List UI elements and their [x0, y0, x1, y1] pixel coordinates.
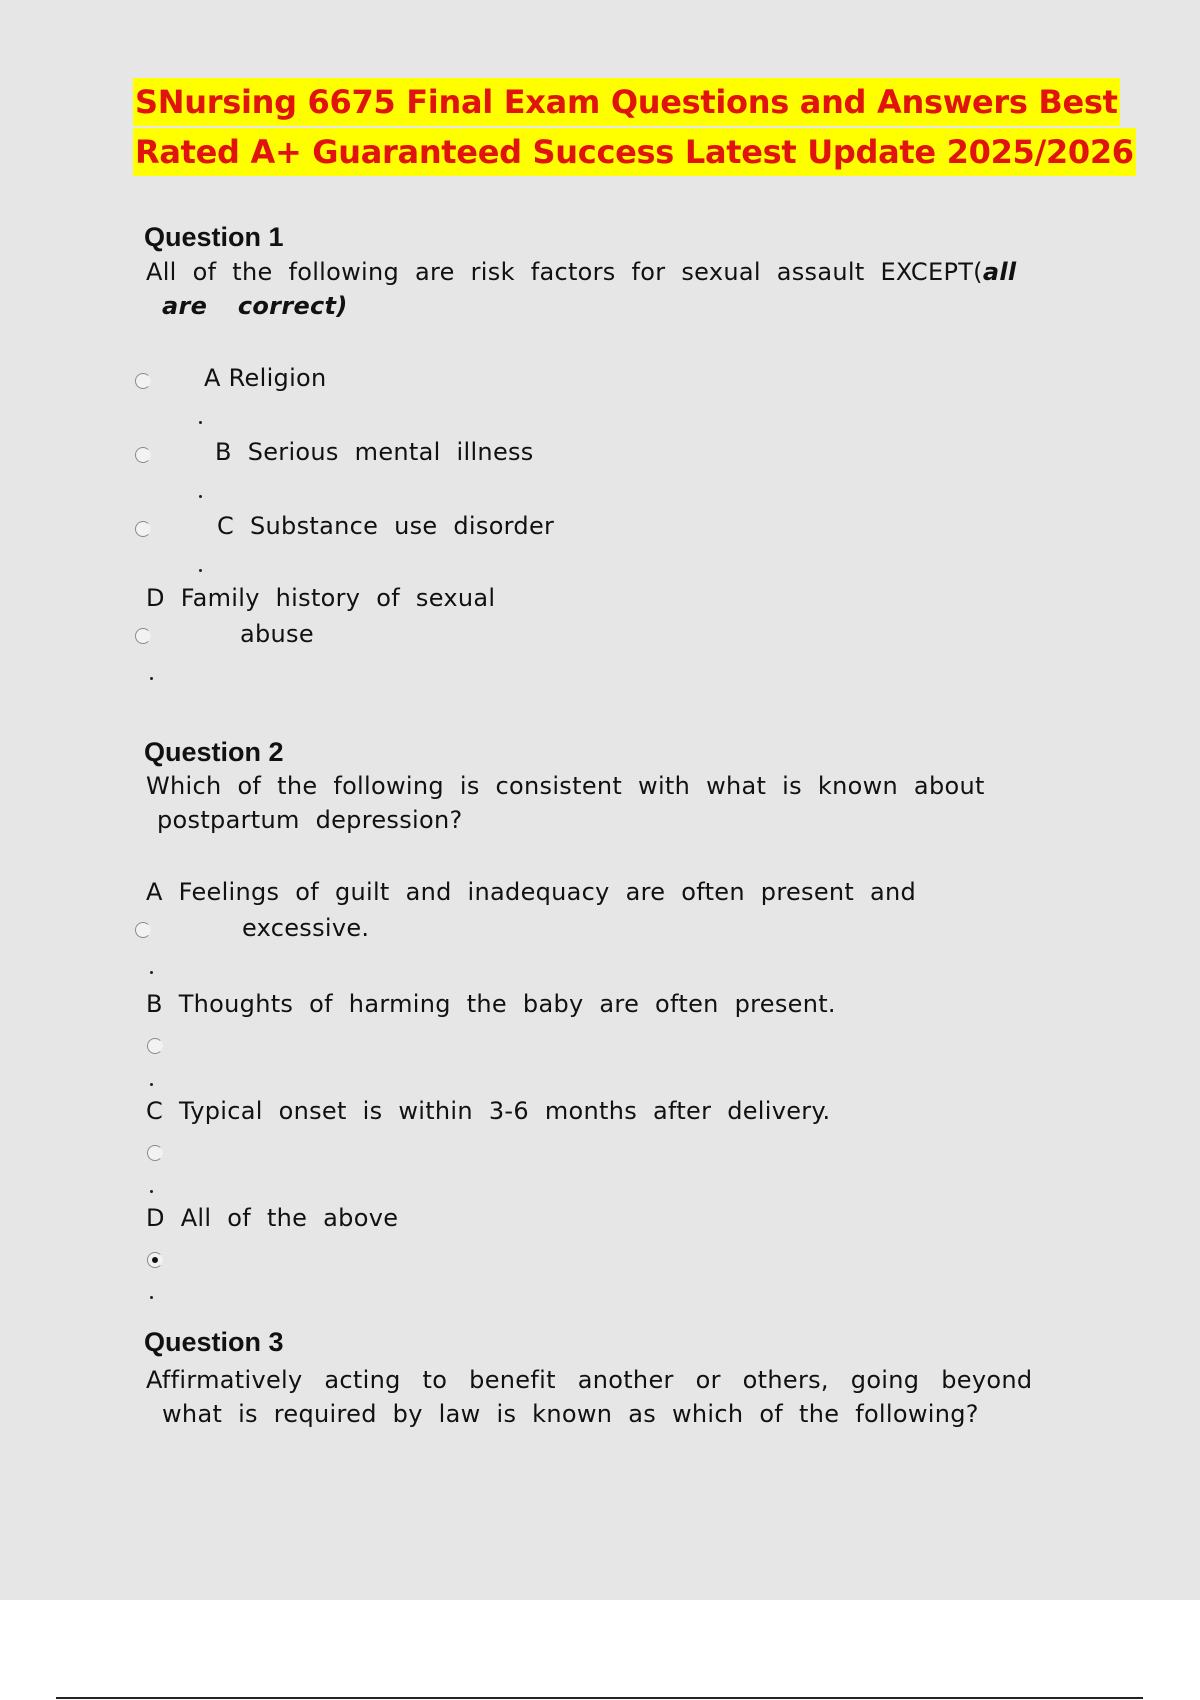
q1-option-d-radio[interactable] [135, 628, 151, 644]
document-title-line-2: Rated A+ Guaranteed Success Latest Update 2025/2026 [133, 128, 1136, 176]
q1-option-c-radio[interactable] [135, 521, 151, 537]
q2-option-a-label-line-1: A Feelings of guilt and inadequacy are often present and [146, 878, 917, 906]
q1-option-a-label: A Religion [204, 364, 327, 392]
q2-option-c-label: C Typical onset is within 3-6 months after delivery. [146, 1097, 831, 1125]
q2-option-c-bullet [150, 1190, 153, 1193]
q2-option-d-bullet [150, 1296, 153, 1299]
q2-option-c-radio[interactable] [147, 1145, 163, 1161]
q1-option-a-bullet [199, 421, 202, 424]
q2-option-d-radio[interactable] [147, 1252, 163, 1268]
question-1-label: Question 1 [144, 222, 284, 252]
q1-option-b-radio[interactable] [135, 447, 151, 463]
question-1-text-line-2: are correct) [162, 292, 348, 320]
question-2-text-line-1: Which of the following is consistent with what is known about [146, 772, 985, 800]
q2-option-b-label: B Thoughts of harming the baby are often present. [146, 990, 836, 1018]
question-2-text-line-2: postpartum depression? [157, 806, 463, 834]
question-3-label: Question 3 [144, 1327, 284, 1357]
question-1-text-line-1: All of the following are risk factors for sexual assault EXCEPT(all [146, 258, 1017, 286]
q1-option-b-bullet [199, 495, 202, 498]
question-2-label: Question 2 [144, 737, 284, 767]
q2-option-d-label: D All of the above [146, 1204, 399, 1232]
q2-option-a-radio[interactable] [135, 922, 151, 938]
q1-option-d-bullet [150, 677, 153, 680]
q1-option-a-radio[interactable] [135, 373, 151, 389]
q1-option-c-label: C Substance use disorder [217, 512, 555, 540]
q2-option-a-label-line-2: excessive. [242, 914, 370, 942]
q1-option-d-label-line-2: abuse [240, 620, 314, 648]
footer-divider [56, 1697, 1143, 1699]
q1-option-c-bullet [199, 569, 202, 572]
question-3-text-line-1: Affirmatively acting to benefit another or others, going beyond [146, 1366, 1033, 1394]
q2-option-b-radio[interactable] [147, 1038, 163, 1054]
q2-option-a-bullet [150, 971, 153, 974]
question-3-text-line-2: what is required by law is known as which of the following? [162, 1400, 979, 1428]
q2-option-b-bullet [150, 1083, 153, 1086]
document-title-line-1: SNursing 6675 Final Exam Questions and Answers Best [133, 78, 1120, 126]
q1-option-d-label-line-1: D Family history of sexual [146, 584, 496, 612]
q1-option-b-label: B Serious mental illness [215, 438, 534, 466]
